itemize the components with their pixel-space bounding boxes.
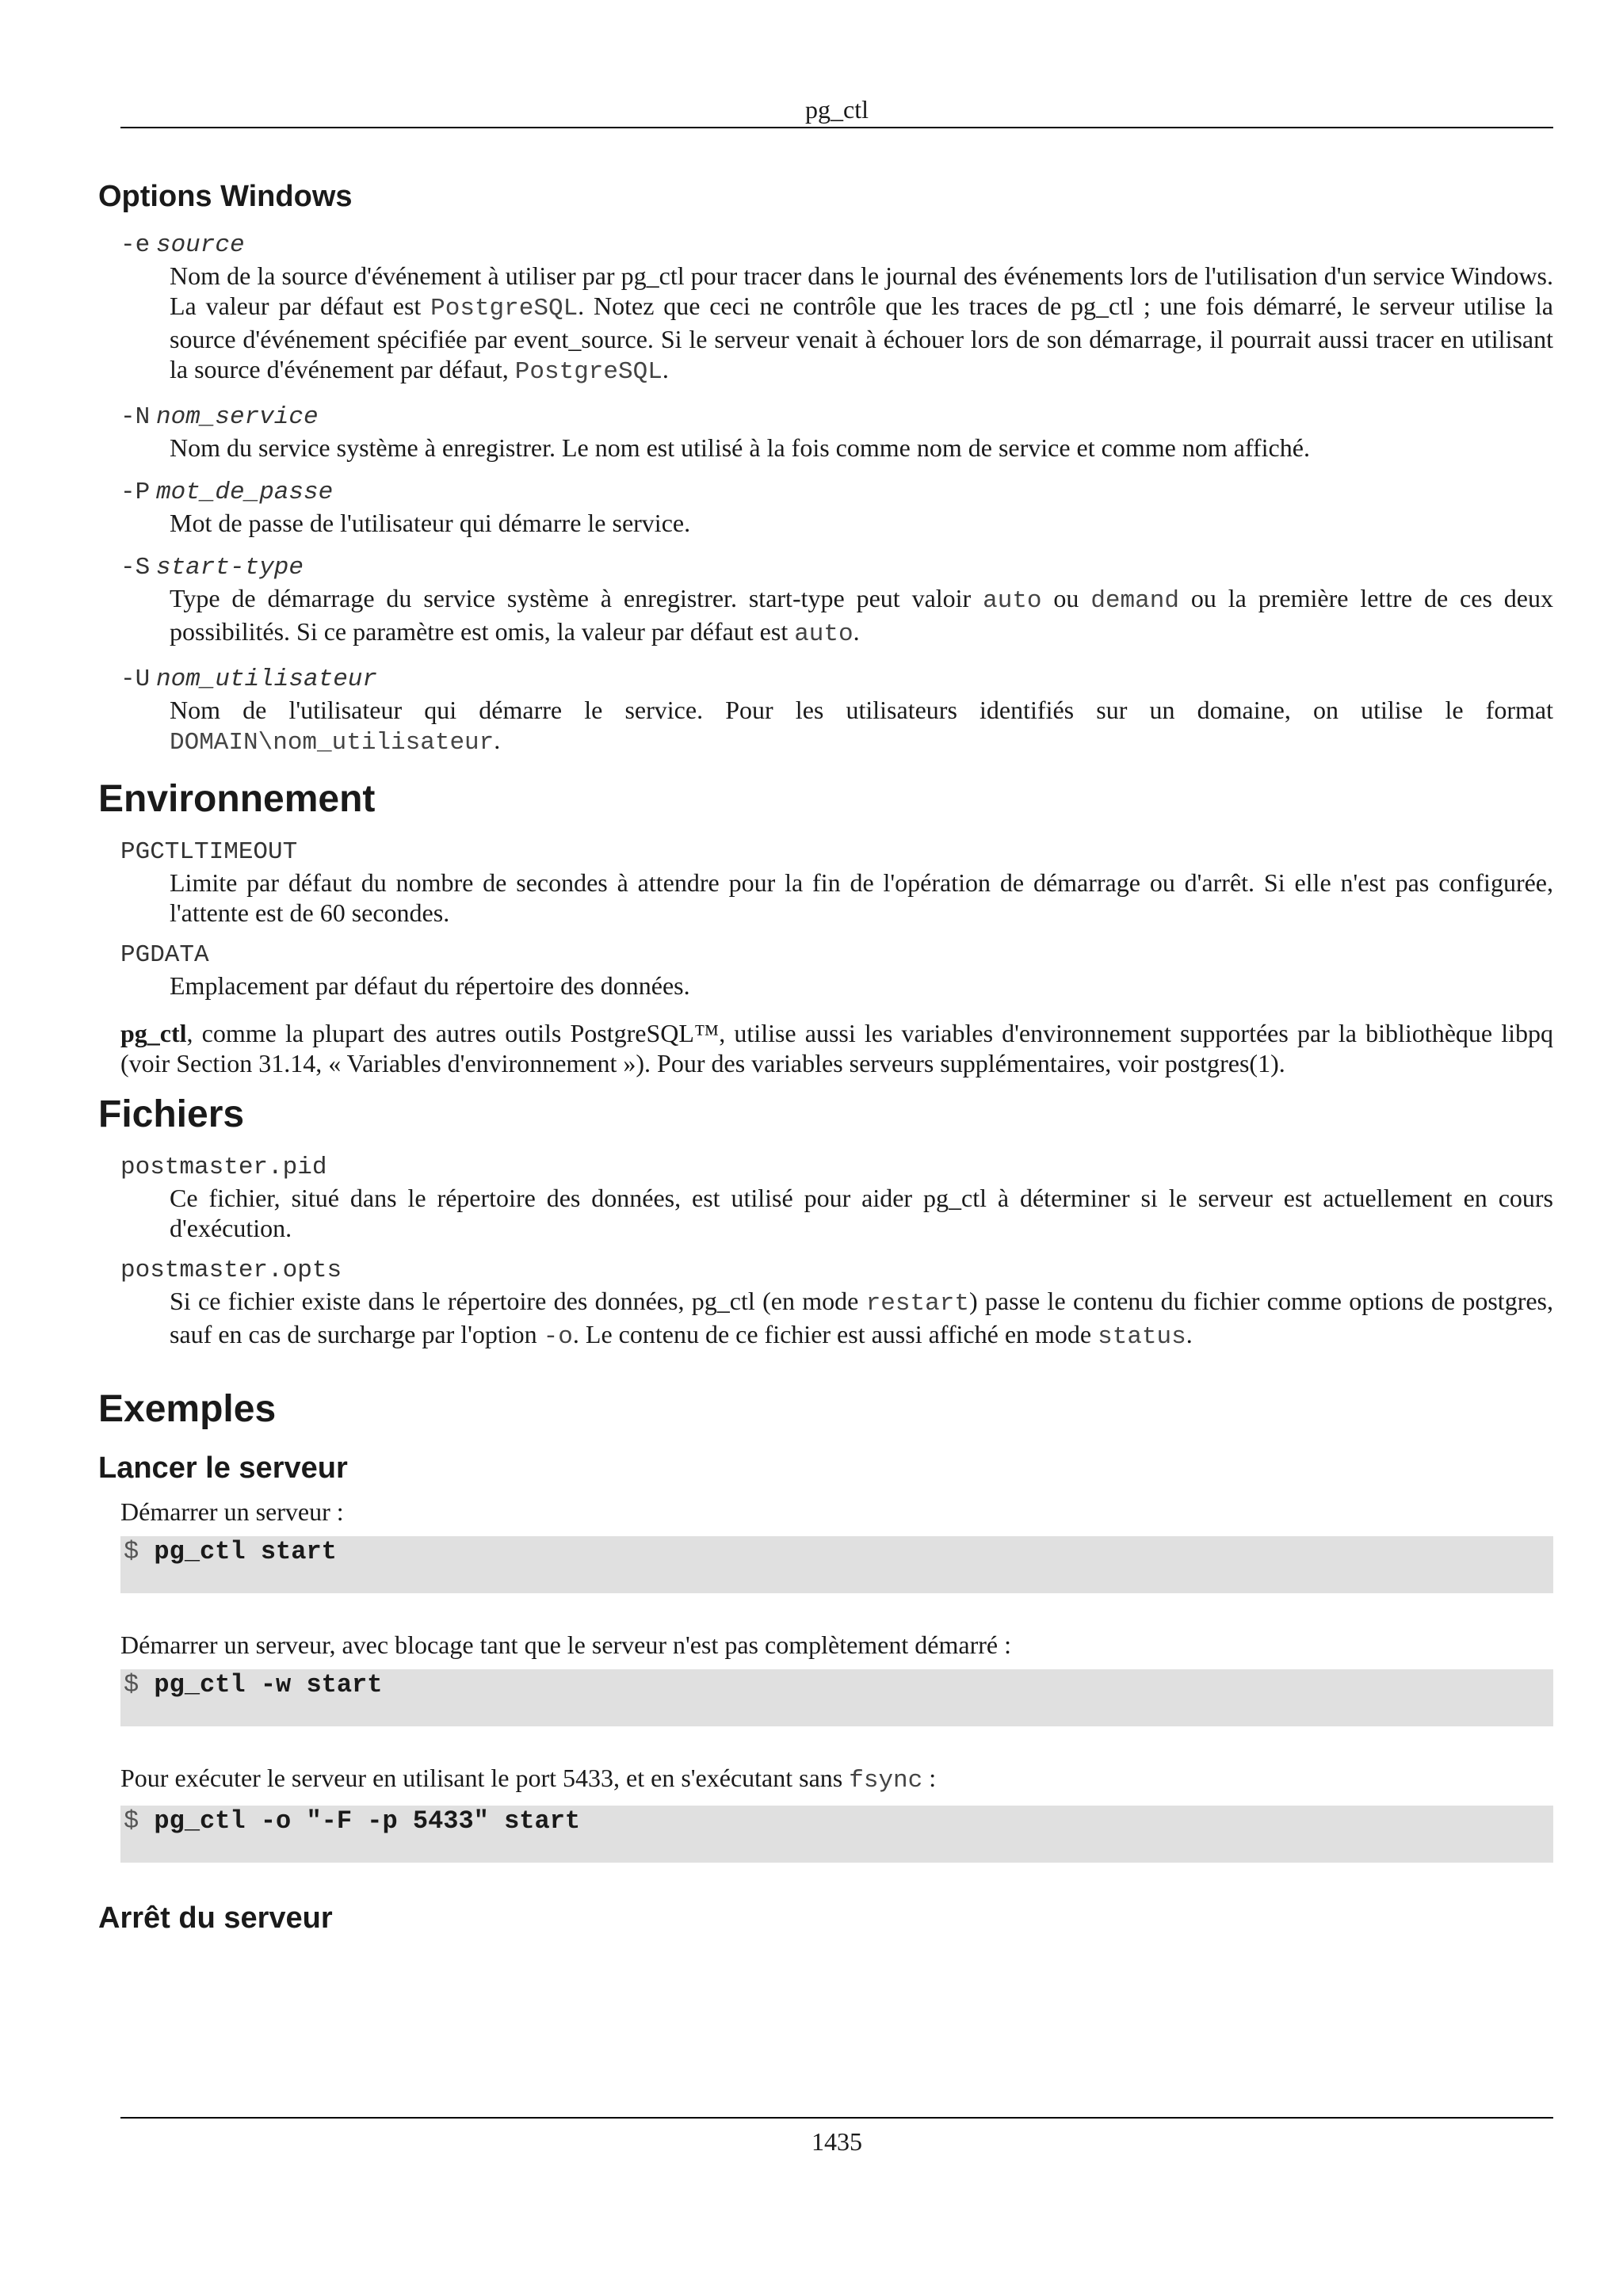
inline-code: status	[1098, 1323, 1186, 1351]
shell-prompt: $	[124, 1806, 139, 1836]
header-rule	[120, 127, 1553, 128]
shell-command: pg_ctl -o "-F -p 5433" start	[154, 1806, 581, 1836]
file-entry	[98, 1153, 1553, 1243]
file-description	[170, 1286, 1553, 1352]
text-run: Nom de l'utilisateur qui démarre le service. Pour les utilisateurs identifiés sur un domaine, on utilise le format	[170, 696, 1553, 724]
option-argument: mot_de_passe	[155, 479, 334, 506]
text-run: Démarrer un serveur, avec blocage tant que le serveur n'est pas complètement démarré :	[120, 1630, 1011, 1659]
example-intro	[120, 1763, 1553, 1796]
text-run: ou la première lettre de ces deux possibilités. Si ce paramètre est omis, la valeur par défaut est	[170, 584, 1554, 646]
inline-code: fsync	[849, 1767, 923, 1794]
option-description	[170, 433, 1553, 463]
option-flag: -N	[120, 403, 151, 431]
env-var-name: PGDATA	[120, 941, 209, 969]
file-name: postmaster.pid	[120, 1154, 327, 1181]
option-description	[170, 508, 1553, 538]
text-run: Nom du service système à enregistrer. Le nom est utilisé à la fois comme nom de service et comme nom affiché.	[170, 433, 1310, 462]
option-argument: source	[155, 231, 245, 259]
option-entry	[98, 475, 1553, 538]
inline-code: DOMAIN\nom_utilisateur	[170, 729, 495, 757]
section-heading-files: Fichiers	[98, 1093, 245, 1135]
text-run: Mot de passe de l'utilisateur qui démarre le service.	[170, 509, 691, 537]
bold-run: pg_ctl	[120, 1019, 187, 1047]
inline-code: auto	[983, 587, 1042, 615]
option-term	[120, 662, 1553, 695]
env-var-entry	[98, 837, 1553, 928]
text-run: Pour exécuter le serveur en utilisant le port 5433, et en s'exécutant sans	[120, 1764, 850, 1792]
text-run: .	[1186, 1320, 1193, 1348]
section-heading-windows-options: Options Windows	[98, 180, 353, 213]
option-flag: -U	[120, 666, 151, 693]
option-argument: nom_utilisateur	[155, 666, 378, 693]
option-term	[120, 551, 1553, 583]
text-run: ) passe le contenu du fichier comme options de postgres, sauf en cas de surcharge par l'option	[170, 1287, 1554, 1348]
inline-code: restart	[865, 1290, 969, 1318]
option-description	[170, 695, 1553, 758]
footer-rule	[120, 2117, 1553, 2119]
text-run: Si ce fichier existe dans le répertoire des données, pg_ctl (en mode	[170, 1287, 866, 1315]
option-term	[120, 400, 1553, 433]
env-var-entry	[98, 940, 1553, 1001]
option-argument: nom_service	[155, 403, 319, 431]
shell-command: pg_ctl -w start	[154, 1670, 383, 1699]
example-intro	[120, 1630, 1553, 1660]
file-entry	[98, 1256, 1553, 1352]
option-description	[170, 583, 1553, 650]
subsection-heading-stop-server: Arrêt du serveur	[98, 1901, 333, 1935]
code-block	[120, 1536, 1553, 1593]
text-run: .	[853, 617, 860, 646]
file-name: postmaster.opts	[120, 1257, 342, 1284]
environment-note	[120, 1018, 1553, 1078]
shell-prompt: $	[124, 1537, 139, 1566]
option-entry	[98, 228, 1553, 387]
text-run: .	[662, 355, 669, 383]
text-run: ou	[1041, 584, 1091, 612]
shell-prompt: $	[124, 1670, 139, 1699]
option-argument: start-type	[155, 554, 304, 582]
code-block	[120, 1806, 1553, 1863]
code-block	[120, 1669, 1553, 1726]
inline-code: PostgreSQL	[514, 358, 663, 386]
text-run: . Le contenu de ce fichier est aussi affiché en mode	[572, 1320, 1098, 1348]
files-list	[98, 1153, 1553, 1352]
shell-command: pg_ctl start	[154, 1537, 337, 1566]
option-flag: -P	[120, 479, 151, 506]
text-run: Limite par défaut du nombre de secondes à attendre pour la fin de l'opération de démarrage ou d'arrêt. Si elle n'est pas configurée, l'attente est de 60 secondes.	[170, 868, 1553, 927]
inline-code: -o	[543, 1323, 573, 1351]
windows-options-list	[98, 228, 1553, 758]
running-header: pg_ctl	[805, 95, 869, 124]
inline-code: PostgreSQL	[430, 295, 579, 322]
option-entry	[98, 400, 1553, 463]
text-run: Type de démarrage du service système à enregistrer. start-type peut valoir	[170, 584, 983, 612]
text-run: Emplacement par défaut du répertoire des données.	[170, 971, 690, 1000]
example-intro	[120, 1497, 1553, 1527]
option-entry	[98, 551, 1553, 650]
option-flag: -S	[120, 554, 151, 582]
text-run: Ce fichier, situé dans le répertoire des données, est utilisé pour aider pg_ctl à déterminer si le serveur est actuellement en cours d'exécution.	[170, 1184, 1553, 1242]
file-description	[170, 1183, 1553, 1243]
option-term	[120, 475, 1553, 508]
text-run: Nom de la source d'événement à utiliser par pg_ctl pour tracer dans le journal des événements lors de l'utilisation d'un service Windows. La valeur par défaut est	[170, 261, 1553, 320]
inline-code: demand	[1090, 587, 1179, 615]
option-flag: -e	[120, 231, 151, 259]
option-term	[120, 228, 1553, 261]
inline-code: auto	[794, 620, 854, 648]
text-run: , comme la plupart des autres outils PostgreSQL™, utilise aussi les variables d'environnement supportées par la bibliothèque libpq (voir Section 31.14, « Variables d'environnement »). Pour des variables serveurs supplémentaires, voir postgres(1).	[120, 1019, 1553, 1077]
environment-list	[98, 837, 1553, 1001]
text-run: . Notez que ceci ne contrôle que les traces de pg_ctl ; une fois démarré, le serveur utilise la source d'événement spécifiée par event_source. Si le serveur venait à échouer lors de son démarrage, il pourrait aussi tracer en utilisant la source d'événement par défaut,	[170, 292, 1554, 383]
page-number: 1435	[812, 2127, 862, 2156]
page-content	[98, 177, 1553, 1937]
subsection-heading-start-server: Lancer le serveur	[98, 1451, 348, 1485]
text-run: .	[494, 726, 501, 754]
text-run: :	[922, 1764, 937, 1792]
env-var-name: PGCTLTIMEOUT	[120, 838, 298, 866]
section-heading-environment: Environnement	[98, 778, 376, 820]
section-heading-examples: Exemples	[98, 1388, 277, 1430]
examples-list	[98, 1497, 1553, 1863]
env-var-description	[170, 868, 1553, 928]
option-entry	[98, 662, 1553, 758]
option-description	[170, 261, 1553, 387]
text-run: Démarrer un serveur :	[120, 1497, 344, 1526]
env-var-description	[170, 971, 1553, 1001]
